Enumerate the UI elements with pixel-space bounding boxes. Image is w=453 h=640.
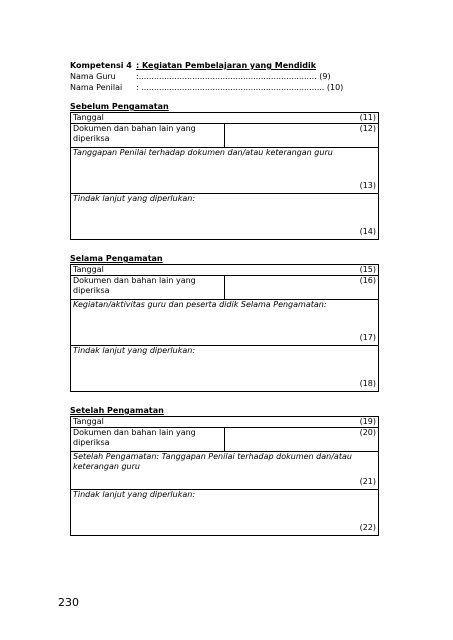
tanggapan-field[interactable] [71,452,379,490]
tindak-lanjut-field[interactable] [71,490,379,536]
kegiatan-label: Kegiatan/aktivitas guru dan peserta didik Selama Pengamatan: [73,300,327,309]
kompetensi-label: Kompetensi 4 [70,61,132,70]
tanggal-label: Tanggal [73,265,104,274]
section-sebelum [70,101,379,240]
kompetensi-line [70,60,390,71]
tanggal-row [71,265,379,276]
dokumen-field[interactable] [225,428,379,452]
tanggapan-num: (21) [359,477,376,486]
section-setelah [70,405,379,536]
dokumen-label: Dokumen dan bahan lain yang diperiksa [71,276,225,300]
tanggal-label: Tanggal [73,417,104,426]
form-header [70,60,390,93]
tanggal-label: Tanggal [73,113,104,122]
dokumen-field[interactable] [225,124,379,148]
kegiatan-field[interactable] [71,300,379,346]
observation-table [70,264,379,392]
tindak-lanjut-num: (22) [359,523,376,532]
penilai-label: Nama Penilai [70,83,123,92]
page-number: 230 [58,596,79,609]
tanggapan-field[interactable] [71,148,379,194]
tanggal-num: (11) [359,113,376,122]
tanggal-num: (19) [359,417,376,426]
section-selama [70,253,379,392]
dokumen-field[interactable] [225,276,379,300]
guru-value: :...................................................................... (9) [136,72,331,81]
tanggal-row [71,417,379,428]
observation-table [70,112,379,240]
dokumen-num: (16) [359,276,376,285]
section-title: Selama Pengamatan [70,254,163,263]
tindak-lanjut-field[interactable] [71,346,379,392]
dokumen-num: (12) [359,124,376,133]
tindak-lanjut-num: (18) [359,379,376,388]
guru-line [70,71,390,82]
tindak-lanjut-num: (14) [359,227,376,236]
dokumen-num: (20) [359,428,376,437]
tanggapan-label: Tanggapan Penilai terhadap dokumen dan/atau keterangan guru [73,148,333,157]
kegiatan-num: (17) [359,333,376,342]
tanggapan-label: Setelah Pengamatan: Tanggapan Penilai terhadap dokumen dan/atau keterangan guru [73,452,352,471]
tanggal-row [71,113,379,124]
kompetensi-title: : Kegiatan Pembelajaran yang Mendidik [136,61,317,70]
penilai-line [70,82,390,93]
dokumen-label: Dokumen dan bahan lain yang diperiksa [71,428,225,452]
dokumen-label: Dokumen dan bahan lain yang diperiksa [71,124,225,148]
tindak-lanjut-field[interactable] [71,194,379,240]
tanggal-num: (15) [359,265,376,274]
observation-table [70,416,379,536]
section-title: Setelah Pengamatan [70,406,164,415]
guru-label: Nama Guru [70,72,116,81]
penilai-value: : ........................................................................ (10) [136,83,344,92]
tindak-lanjut-label: Tindak lanjut yang diperlukan: [73,194,196,203]
tanggapan-num: (13) [359,181,376,190]
tindak-lanjut-label: Tindak lanjut yang diperlukan: [73,346,196,355]
section-title: Sebelum Pengamatan [70,102,169,111]
tindak-lanjut-label: Tindak lanjut yang diperlukan: [73,490,196,499]
